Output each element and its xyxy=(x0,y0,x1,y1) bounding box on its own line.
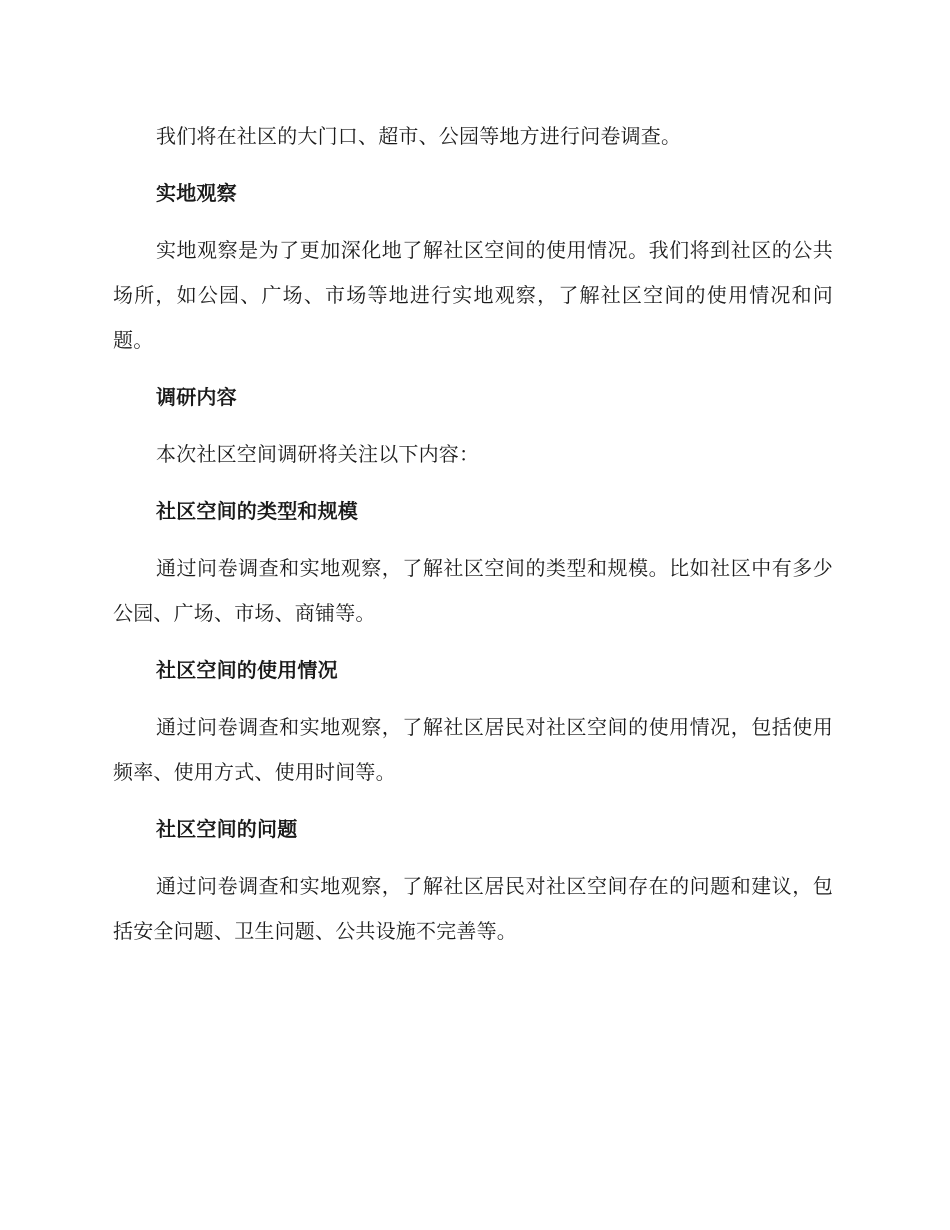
heading-space-problems: 社区空间的问题 xyxy=(156,817,298,841)
spacer xyxy=(113,852,833,864)
heading-space-usage: 社区空间的使用情况 xyxy=(156,658,338,682)
paragraph-space-problems: 通过问卷调查和实地观察，了解社区居民对社区空间存在的问题和建议，包括安全问题、卫生问题、公共设施不完善等。 xyxy=(113,874,833,943)
heading-research-content: 调研内容 xyxy=(156,385,237,409)
spacer xyxy=(113,216,833,228)
spacer xyxy=(113,159,833,171)
paragraph-space-types: 通过问卷调查和实地观察，了解社区空间的类型和规模。比如社区中有多少公园、广场、市场、商铺等。 xyxy=(113,556,833,625)
paragraph-survey-locations: 我们将在社区的大门口、超市、公园等地方进行问卷调查。 xyxy=(156,124,682,148)
heading-space-types: 社区空间的类型和规模 xyxy=(156,499,358,523)
spacer xyxy=(113,363,833,375)
spacer xyxy=(113,636,833,648)
paragraph-space-usage: 通过问卷调查和实地观察，了解社区居民对社区空间的使用情况，包括使用频率、使用方式、使用时间等。 xyxy=(113,715,833,784)
spacer xyxy=(113,420,833,432)
paragraph-research-intro: 本次社区空间调研将关注以下内容： xyxy=(156,442,480,466)
spacer xyxy=(113,795,833,807)
spacer xyxy=(113,693,833,705)
spacer xyxy=(113,534,833,546)
spacer xyxy=(113,477,833,489)
paragraph-field-observation: 实地观察是为了更加深化地了解社区空间的使用情况。我们将到社区的公共场所，如公园、广场、市场等地进行实地观察，了解社区空间的使用情况和问题。 xyxy=(113,238,833,352)
heading-field-observation: 实地观察 xyxy=(156,181,237,205)
document-page xyxy=(113,114,833,954)
